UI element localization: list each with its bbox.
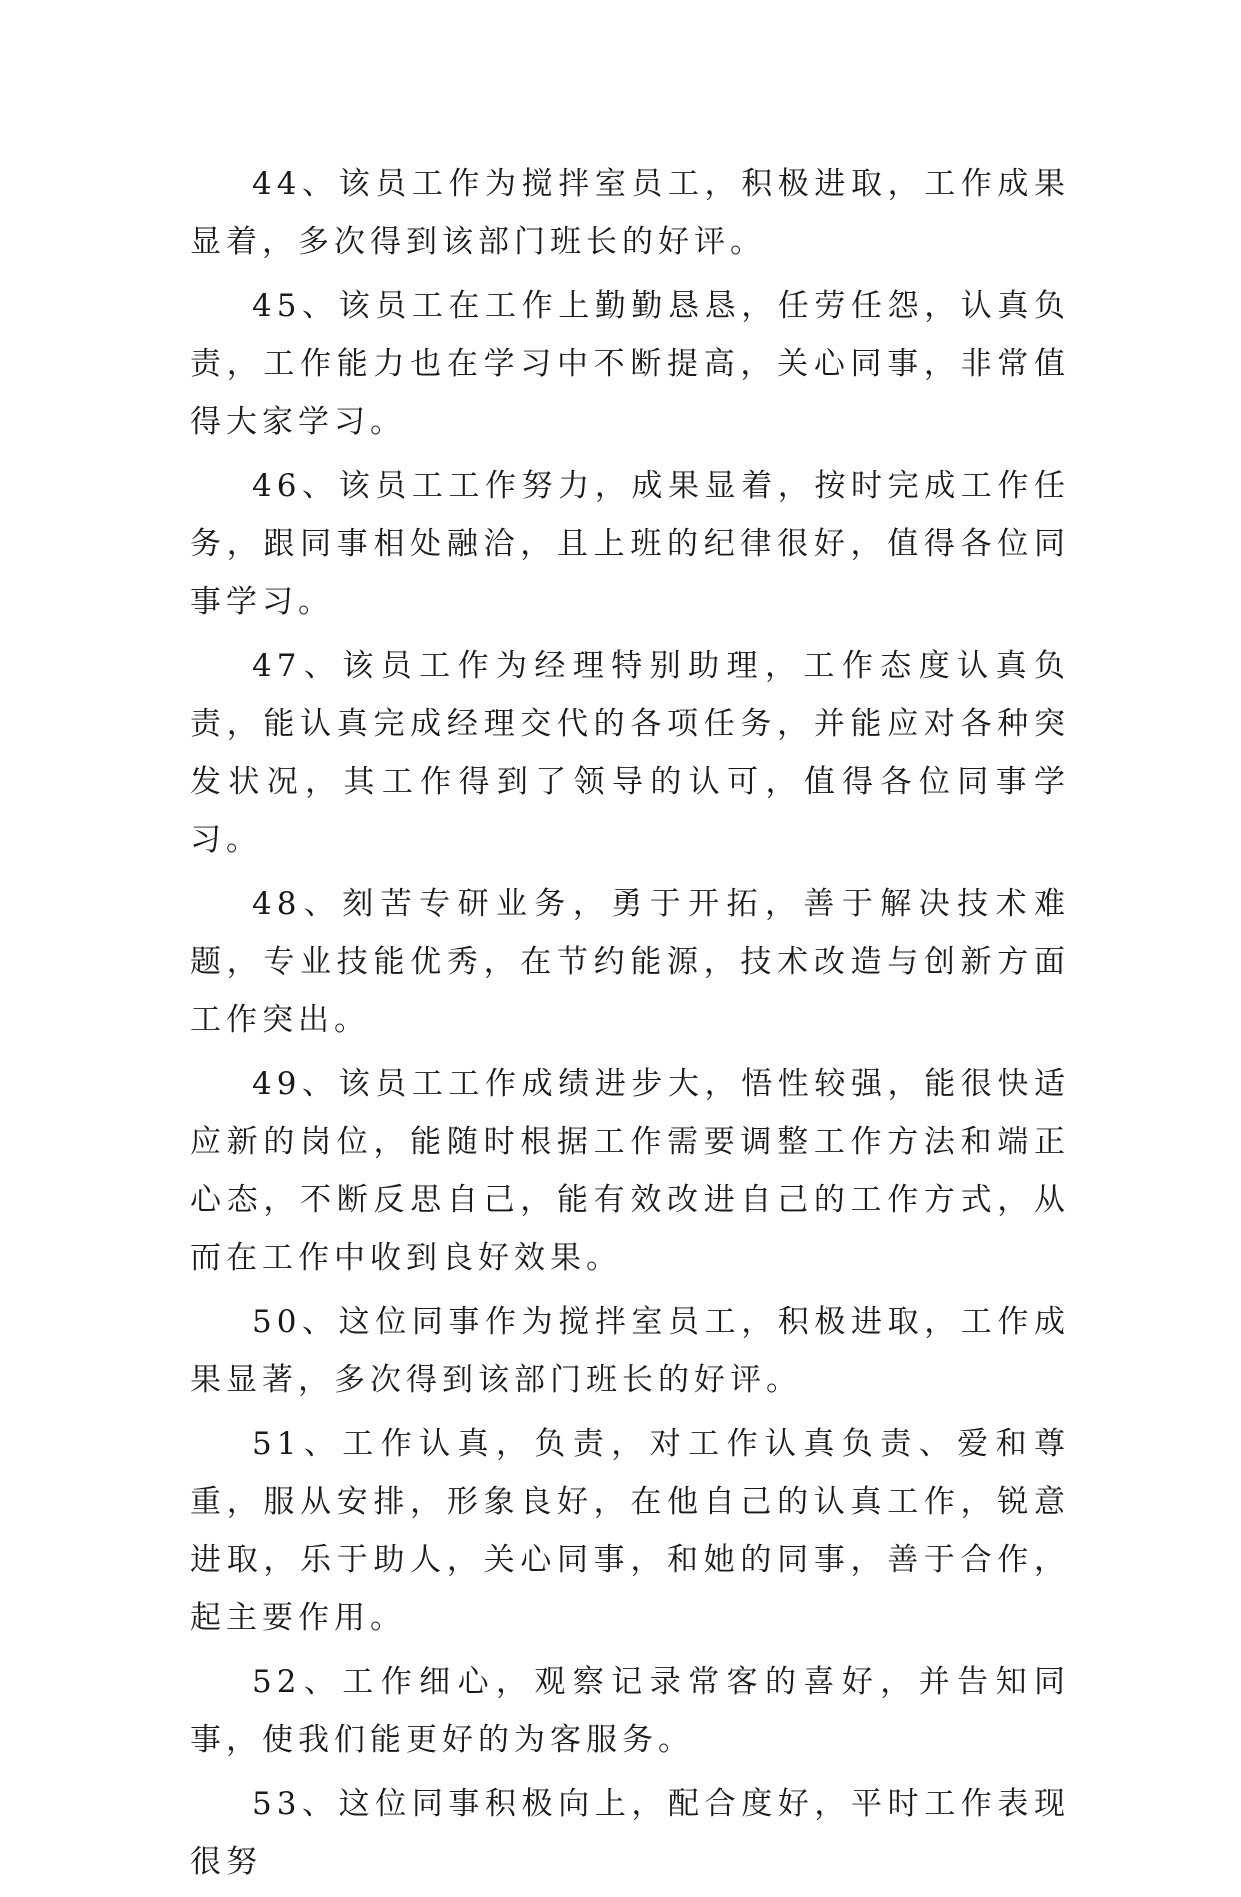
paragraph-53: 53、这位同事积极向上，配合度好，平时工作表现很努: [190, 1786, 1070, 1880]
paragraph-48: 48、刻苦专研业务，勇于开拓，善于解决技术难题，专业技能优秀，在节约能源，技术改造与创新方面工作突出。: [190, 886, 1070, 1038]
paragraph-45: 45、该员工在工作上勤勤恳恳，任劳任怨，认真负责，工作能力也在学习中不断提高，关心同事，非常值得大家学习。: [190, 288, 1070, 440]
paragraph-52: 52、工作细心，观察记录常客的喜好，并告知同事，使我们能更好的为客服务。: [190, 1664, 1070, 1758]
paragraph-51: 51、工作认真，负责，对工作认真负责、爱和尊重，服从安排，形象良好，在他自己的认真工作，锐意进取，乐于助人，关心同事，和她的同事，善于合作，起主要作用。: [190, 1426, 1070, 1636]
document-body: [190, 155, 1070, 1897]
paragraph-44: 44、该员工作为搅拌室员工，积极进取，工作成果显着，多次得到该部门班长的好评。: [190, 166, 1070, 260]
paragraph-47: 47、该员工作为经理特别助理，工作态度认真负责，能认真完成经理交代的各项任务，并能应对各种突发状况，其工作得到了领导的认可，值得各位同事学习。: [190, 648, 1070, 858]
paragraph-49: 49、该员工工作成绩进步大，悟性较强，能很快适应新的岗位，能随时根据工作需要调整工作方法和端正心态，不断反思自己，能有效改进自己的工作方式，从而在工作中收到良好效果。: [190, 1066, 1070, 1276]
paragraph-50: 50、这位同事作为搅拌室员工，积极进取，工作成果显著，多次得到该部门班长的好评。: [190, 1304, 1070, 1398]
paragraph-46: 46、该员工工作努力，成果显着，按时完成工作任务，跟同事相处融洽，且上班的纪律很好，值得各位同事学习。: [190, 468, 1070, 620]
